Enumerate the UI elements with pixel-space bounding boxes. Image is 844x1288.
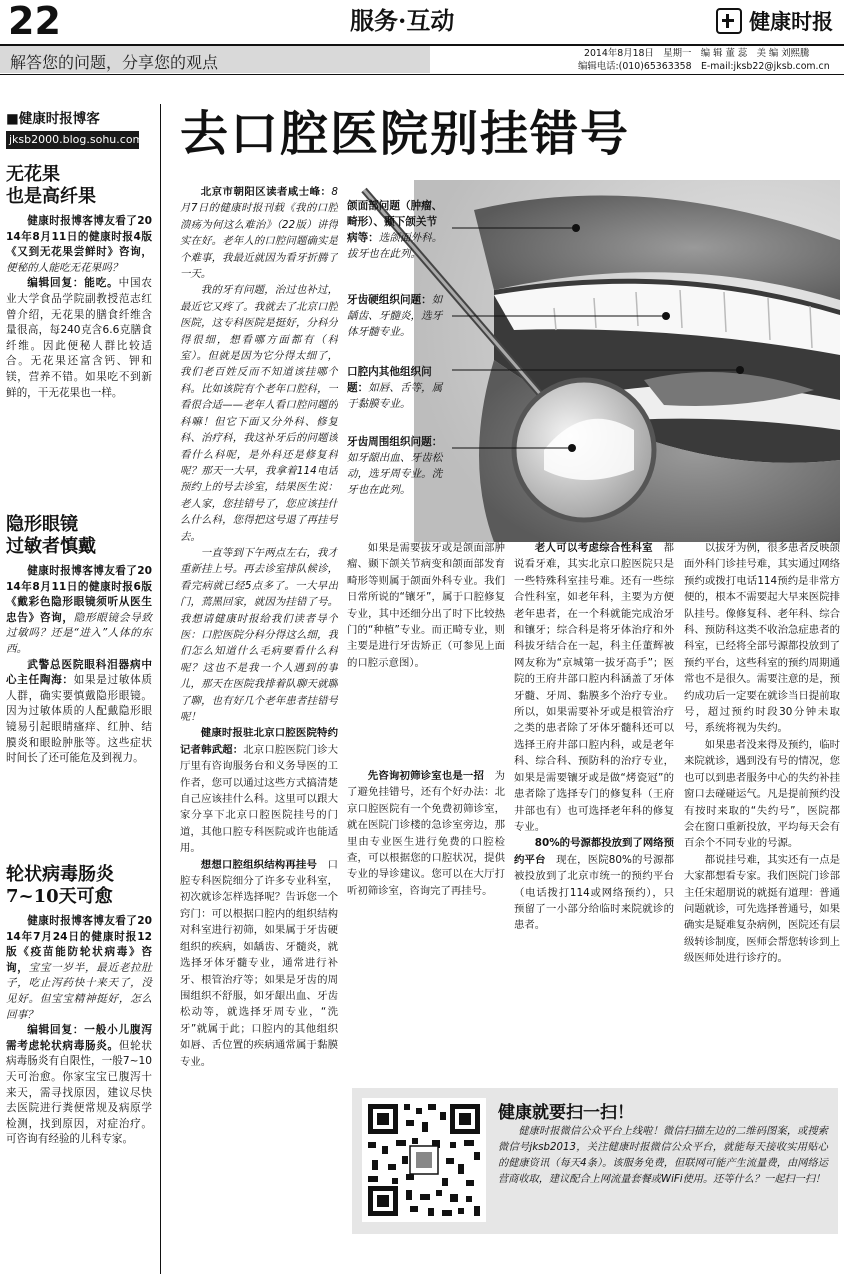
paragraph: 以拔牙为例，很多患者反映颌面外科门诊挂号难，其实通过网络预约或拨打电话114预约是非常方便的，根本不需要起大早来医院排队挂号。像修复科、老年科、综合科、预防科这类不收治急症患者的科室，已经将全部号源都投放到了预约平台，这些科室的预约周期通常也不是很久。需要注意的是，预约成功后一定要在就诊当日提前取号，超过预约时段30分钟未取号，系统将视为失约。 <box>684 542 840 735</box>
label-pointer-dot <box>572 224 580 232</box>
sidebar-section <box>6 514 152 767</box>
paragraph: 如果患者没来得及预约，临时来院就诊，遇到没有号的情况，您也可以到患者服务中心的失约补挂窗口去碰碰运气。凡是提前预约没有按时来取的“失约号”，医院都会在窗口重新投放，平均每天会有百余个不同专业的号源。 <box>684 738 840 850</box>
paragraph: 现在，医院80%的号源都被投放到了北京市统一的预约平台（电话拨打114或网络预约），只预留了一小部分给临时来院就诊的患者。 <box>514 853 674 932</box>
diagram-label-desc: 如龋齿、牙髓炎，选牙体牙髓专业。 <box>347 294 443 338</box>
question-text: 隐形眼镜会导致过敏吗？还是“进入”人体的东西。 <box>6 611 152 655</box>
subhead: 老人可以考虑综合性科室 <box>534 542 653 554</box>
promo-box <box>352 1088 838 1234</box>
label-pointer-dot <box>662 312 670 320</box>
question-text: 宝宝一岁半，最近老拉肚子，吃止泻药快十来天了，没见好。但宝宝精神挺好，怎么回事？ <box>6 961 153 1021</box>
promo-text: 健康时报微信公众平台上线啦！微信扫描左边的二维码图案，或搜索微信号jksb2013，关注健康时报微信公众平台，就能每天接收实用贴心的健康资讯（每天4条）。该服务免费，但联网可能产生流量费，由网络运营商收取，建议配合上网流量套餐或WiFi使用。还等什么？一起扫一扫！ <box>498 1126 828 1185</box>
qr-code[interactable] <box>362 1098 486 1222</box>
subhead: 先咨询初筛诊室也是一招 <box>367 770 485 782</box>
subhead: 想想口腔组织结构再挂号 <box>200 858 318 871</box>
tagline: 解答您的问题，分享您的观点 <box>10 53 219 72</box>
diagram-label-desc: 如唇、舌等，属于黏膜专业。 <box>347 382 443 410</box>
sidebar-section <box>6 864 152 1148</box>
reader-name: 北京市朝阳区读者咸士峰： <box>200 186 332 198</box>
label-pointer-dot <box>568 444 576 452</box>
section-title: 服务·互动 <box>350 6 455 35</box>
answer-text: 但轮状病毒肠炎有自限性，一般7~10天可治愈。你家宝宝已腹泻十来天，需寻找原因，建议尽快去医院进行粪便常规及病原学检测，找到原因，对症治疗。可咨询有经验的儿科专家。 <box>6 1039 153 1146</box>
reporter-answer: 北京口腔医院门诊大厅里有咨询服务台和义务导医的工作者，您可以通过这些方式搞清楚自己应该挂什么科。这里可以跟大家分享下北京口腔医院挂号的门道，其他口腔专科医院或许也能适用。 <box>180 743 338 855</box>
article-column-3 <box>514 540 674 1080</box>
diagram-label-title: 牙齿硬组织问题： <box>347 294 432 306</box>
article-headline: 去口腔医院别挂错号 <box>180 106 631 162</box>
label-pointer-dot <box>736 366 744 374</box>
date-line: 2014年8月18日 星期一 编 辑 董 蕊 美 编 刘熙騰 <box>584 48 810 59</box>
diagram-label-desc: 选颌面外科。拔牙也在此列。 <box>347 232 443 260</box>
paragraph: 如果是需要拔牙或是颌面部肿瘤、颞下颌关节病变和颌面部发育畸形等则属于颌面外科专业。我们日常所说的“镶牙”，属于口腔修复专业，其中还细分出了时下比较热门的“种植”专业。而正畸专业，则主要是进行牙齿矫正（可参见上面的口腔示意图）。 <box>347 542 505 669</box>
article-column-1 <box>180 184 338 1276</box>
answer-intro: 一般小儿腹泻需考虑轮状病毒肠炎。 <box>6 1024 152 1052</box>
diagram-label <box>347 434 447 498</box>
logo-text: 健康时报 <box>749 9 834 34</box>
diagram-label-title: 牙齿周围组织问题： <box>347 436 443 448</box>
reporter-lead: 健康时报驻北京口腔医院特约记者韩武超： <box>180 727 338 756</box>
reader-letter-p3: 一直等到下午两点左右，我才重新挂上号。再去诊室排队候诊，看完病就已经5点多了。一大早出门，蔫黑回家，就因为挂错了号。我想请健康时报给我们读者导个医：口腔医院分科分得这么细，我们怎么知道什么毛病要看什么科呢？这也不是我一个人遇到的事儿，那天在医院我排着队聊天就聊了聊，也有好几个老年患者挂错号呢！ <box>180 546 338 723</box>
diagram-label-title: 口腔内其他组织问题： <box>347 366 432 394</box>
paragraph: 都说看牙难，其实北京口腔医院只是一些特殊科室挂号难。还有一些综合性科室，如老年科，主要为方便老年患者，在一个科就能完成治牙和镶牙；综合科是将牙体治疗和外科拔牙结合在一起，科主任董辉被网友称为“京城第一拔牙高手”；医院的王府井部口腔内科涵盖了牙体牙髓、牙周、黏膜多个治疗专业。所以，如果需要补牙或是根管治疗之类的患者除了牙体牙髓科还可以选择王府井部口腔内科，或是老年科、综合科、预防科的治疗专业，如果是需要镶牙或是做“烤瓷冠”的患者除了选择专门的修复科（王府井部也有）也可选择老年科的修复专业。 <box>514 542 674 833</box>
sidebar-divider <box>160 104 161 1274</box>
blog-title: ■健康时报博客 <box>6 111 100 127</box>
question-text: 便秘的人能吃无花果吗？ <box>6 261 123 274</box>
diagram-label-title: 颌面部问题 <box>347 200 400 212</box>
paragraph: 口腔专科医院细分了许多专业科室，初次就诊怎样选择呢？告诉您一个窍门：可以根据口腔内的组织结构对科室进行初筛，如果属于牙齿硬组织的疾病，如龋齿、牙髓炎，就选择牙体牙髓专业，通常进行补牙、根管治疗等；如果是牙齿的周围组织不舒服，如牙龈出血、牙齿松动等，就选择牙周专业，“洗牙”就属于此；口腔内的其他组织如唇、舌位置的疾病通常属于黏膜专业。 <box>180 858 338 1068</box>
article-column-2 <box>347 540 505 768</box>
subhead: 80%的号源都投放到了网络预约平台 <box>514 837 674 866</box>
qr-code-icon <box>362 1098 486 1222</box>
question-intro: 健康时报博客博友看了2014年7月24日的健康时报12版《疫苗能防轮状病毒》咨询， <box>6 915 152 974</box>
reader-letter-p2: 我的牙有问题，治过也补过，最近它又疼了。我就去了北京口腔医院，这专科医院是挺好，分科分得很细，想看哪方面都有（科室）。但就是因为它分得太细了，我们老百姓反而不知道该挂哪个科。比如该院有个老年口腔科，一看很合适——老年人看口腔问题的科嘛！但它下面又分外科、修复科、治疗科，我这补牙后的问题该看什么科呢，是外科还是修复科呢？那天一大早，我拿着114电话预约上的号去诊室，结果医生说：老人家，您挂错号了，您应该挂什么什么科，您得把这号退了再挂号去。 <box>180 284 338 543</box>
paragraph: 为了避免挂错号，还有个好办法：北京口腔医院有一个免费初筛诊室，就在医院门诊楼的急诊室旁边，那里由专业医生进行免费的口腔检查，可以根据您的口腔状况，提供专业的导诊建议。您可以在大厅打听初筛诊室，咨询完了再挂号。 <box>347 770 505 897</box>
blog-url[interactable]: jksb2000.blog.sohu.com <box>6 131 139 149</box>
question-intro: 健康时报博客博友看了2014年8月11日的健康时报6版《戴彩色隐形眼镜须听从医生忠告》咨询， <box>6 565 152 624</box>
diagram-label-desc: 如牙龈出血、牙齿松动，选牙周专业。洗牙也在此列。 <box>347 452 443 496</box>
answer-label: 编辑回复： <box>27 1024 85 1037</box>
page-number: 22 <box>8 0 61 43</box>
diagram-label <box>347 198 447 262</box>
article-column-4 <box>684 540 840 1080</box>
article-column-2-lower <box>347 768 505 918</box>
answer-text: 中国农业大学食品学院副教授范志红曾介绍，无花果的膳食纤维含量很高，每240克含6.6克膳食纤维。因此便秘人群比较适合。无花果还富含钙、钾和镁，营养不错。如果吃不到新鲜的，干无花果也一样。 <box>6 277 152 399</box>
answer-text: 如果是过敏体质人群，确实要慎戴隐形眼镜。因为过敏体质的人配戴隐形眼镜易引起眼睛瘙痒、红肿、结膜炎和眼睑肿胀等。这些症状时间长了还可能危及到视力。 <box>6 674 152 765</box>
diagram-label <box>347 292 447 340</box>
sidebar-section-title: 隐形眼镜 过敏者慎戴 <box>6 514 96 557</box>
logo-icon <box>716 8 742 34</box>
reader-letter: 8月7日的健康时报刊载《我的口腔溃疡为何这么难治》（22版）讲得实在好。老年人的口腔问题确实是个难事，我最近就因为看牙折腾了一天。 <box>180 186 338 281</box>
diagram-label <box>347 364 447 412</box>
sidebar-section-title: 轮状病毒肠炎 7~10天可愈 <box>6 864 114 907</box>
sidebar-section-title: 无花果 也是高纤果 <box>6 164 96 207</box>
answer-label: 编辑回复： <box>27 277 85 290</box>
sidebar-section <box>6 164 152 401</box>
answer-intro: 泪器病中心主任陶海： <box>6 658 152 687</box>
paragraph: 都说挂号难，其实还有一点是大家都想看专家。我们医院门诊部主任宋超朋说的就挺有道理：普通问题就诊，可先选择普通号，如果确实是疑难复杂病例，医院还有层级转诊制度，医师会帮您转诊到上级医师处进行诊疗的。 <box>684 853 840 965</box>
question-intro: 健康时报博客博友看了2014年8月11日的健康时报4版《又到无花果尝鲜时》咨询， <box>6 215 152 259</box>
diagram-label-sub: （肿瘤、畸形）、颞下颌关节病等： <box>347 200 443 244</box>
contact-line: 编辑电话:(010)65363358 E-mail:jksb22@jksb.com.cn <box>578 61 830 72</box>
header-bottom-rule <box>0 74 844 75</box>
tagline-bar <box>0 46 430 73</box>
promo-title: 健康就要扫一扫！ <box>498 1103 634 1123</box>
masthead-logo <box>716 6 840 34</box>
answer-label: 武警总医院眼科 <box>27 658 108 671</box>
answer-intro: 能吃。 <box>84 277 119 290</box>
